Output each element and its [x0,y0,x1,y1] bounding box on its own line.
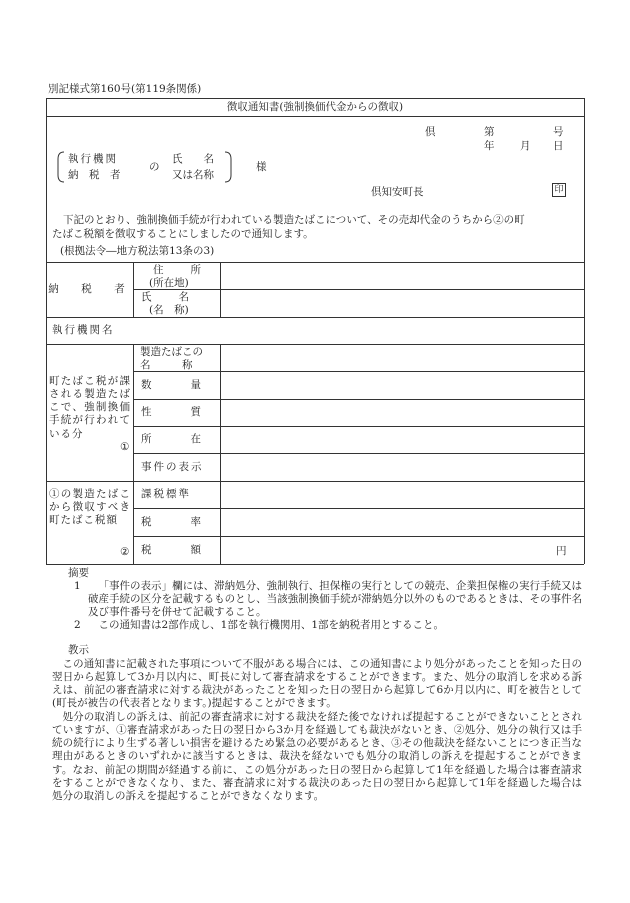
instruction-para-1: この通知書に記載された事項について不服がある場合には、この通知書により処分があったことを知った日の翌日から起算して3か月以内に、町長に対して審査請求をすることができます。また、処分の取消しを求める訴えは、前記の審査請求に対する裁決があったことを知った日の翌日から起算して6か月以内に、町を被告として(町長が被告の代表者となります。)提起することができます。 [52,658,582,710]
yen-unit: 円 [556,545,567,557]
quantity-label: 数 量 [141,378,207,391]
tax-amount-label: 税 額 [141,543,207,556]
goods-group-number: ① [120,441,130,453]
title-divider [46,116,584,117]
instruction-heading: 教示 [68,644,89,656]
hi-label: 日 [553,140,564,152]
frame-left [46,98,47,564]
nen-label: 年 [484,140,495,152]
col-line-a2 [133,344,134,564]
note-1-text: 「事件の表示」欄には、滞納処分、強制執行、担保権の実行としての競売、企業担保権の実行手続又は破産手続の区分を記載するものとし、当該強制換価手続が滞納処分以外のものであるときは、その事件名及び事件番号を併せて記載すること。 [88,580,582,619]
addressee-name: 氏 名 [172,153,214,165]
intro-line-2: たばこ税額を徴収することにしましたので通知します。 [52,228,314,240]
row-line-9 [46,481,584,482]
goods-group-label: 町たばこ税が課される製造たばこで、強制換価手続が行われている分 [49,375,131,440]
addressee-taxpayer: 納 税 者 [68,169,121,181]
goods-name-label-sub: 名 称 [140,359,193,372]
tax-group-label: ①の製造たばこから徴収すべき町たばこ税額 [49,488,131,527]
tax-rate-label: 税 率 [141,515,207,528]
location-label: 所 在 [141,433,207,446]
form-label: 別記様式第160号(第119条関係) [48,83,202,95]
intro-line-1: 下記のとおり、強制換価手続が行われている製造たばこについて、その売却代金のうちから②の町 [63,214,525,226]
note-2-text: この通知書は2部作成し、1部を執行機関用、1部を納税者用とすること。 [98,619,445,631]
issuer-name: 倶知安町長 [371,186,424,198]
name-label [137,291,217,317]
gou-label: 号 [553,126,564,138]
notes-heading: 摘要 [68,567,89,579]
right-bracket [223,151,233,183]
dai-label: 第 [484,126,495,138]
address-label [137,264,217,290]
col-line-b2 [220,344,221,564]
frame-bottom [46,564,584,565]
taxpayer-label: 納 税 者 [48,283,131,296]
addressee-agency: 執行機関 [68,153,118,165]
note-2-number: 2 [74,619,81,631]
legal-basis: (根拠法令―地方税法第13条の3) [60,245,215,257]
goods-name-label-main: 製造たばこの [140,346,203,358]
tax-base-label: 課税標準 [141,488,191,501]
sama-label: 様 [256,161,267,173]
note-1-number: 1 [74,580,81,592]
col-line-b1 [220,262,221,317]
name-label-sub: (名 称) [149,304,189,317]
ku-label: 倶 [425,126,436,138]
tax-group-number: ② [120,546,130,558]
row-line-4 [46,344,584,345]
left-bracket [56,151,66,183]
addressee-no: の [149,161,160,173]
address-label-main: 住 所 [153,264,203,276]
quality-label: 性 質 [141,406,207,419]
seal-mark: 印 [552,183,566,197]
addressee-or-title: 又は名称 [172,169,214,181]
tsuki-label: 月 [520,140,531,152]
col-line-a1 [133,262,134,317]
case-label: 事件の表示 [141,460,204,473]
instruction-para-2: 処分の取消しの訴えは、前記の審査請求に対する裁決を経た後でなければ提起することができないこととされていますが、①審査請求があった日の翌日から3か月を経過しても裁決がないとき、②処分、処分の執行又は手続の続行により生ずる著しい損害を避けるため緊急の必要があるとき、③その他裁決を経ないことにつき正当な理由があるときのいずれかに該当するときは、裁決を経ないでも処分の取消しの訴えを提起することができます。なお、前記の期間が経過する前に、この処分があった日の翌日から起算して1年を経過した場合は審査請求をすることができなくなり、また、審査請求に対する裁決のあった日の翌日から起算して1年を経過した場合は処分の取消しの訴えを提起することができなくなります。 [52,711,582,802]
name-label-main: 氏 名 [141,291,191,303]
agency-label: 執行機関名 [52,324,115,337]
frame-right [584,98,585,564]
document-title: 徴収通知書(強制換価代金からの徴収) [226,100,404,113]
address-label-sub: (所在地) [149,277,189,290]
goods-name-label [140,346,218,372]
